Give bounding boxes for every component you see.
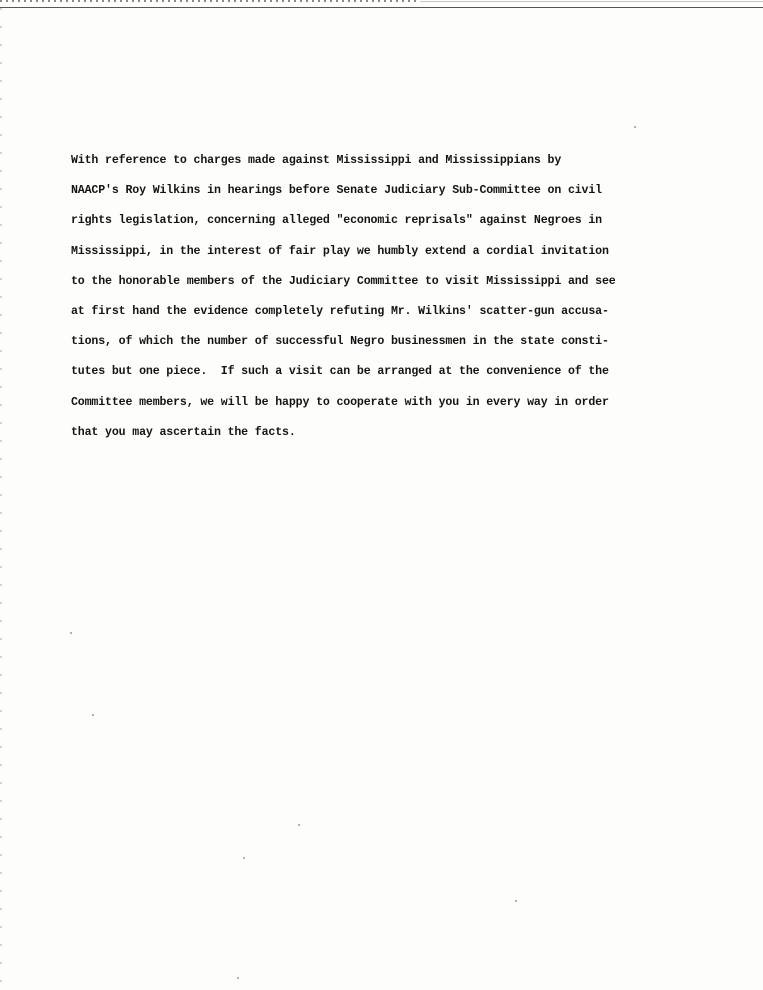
text-line: Committee members, we will be happy to cooperate with you in every way in order [71,395,609,409]
page-left-edge [0,8,2,990]
scan-speck [515,900,517,902]
page-top-edge [0,0,763,8]
scan-speck [634,126,636,128]
text-line: to the honorable members of the Judiciary Committee to visit Mississippi and see [71,274,616,288]
text-line: NAACP's Roy Wilkins in hearings before Senate Judiciary Sub-Committee on civil [71,184,602,198]
scan-speck [243,857,245,859]
scan-speck [92,714,94,716]
text-line: at first hand the evidence completely refuting Mr. Wilkins' scatter-gun accusa- [71,305,609,319]
scan-speck [70,632,72,634]
text-line: that you may ascertain the facts. [71,425,296,439]
text-line: rights legislation, concerning alleged "economic reprisals" against Negroes in [71,214,602,228]
typed-paragraph [71,146,691,448]
scan-speck [237,977,239,979]
text-line: tions, of which the number of successful Negro businessmen in the state consti- [71,335,609,349]
text-line: Mississippi, in the interest of fair play we humbly extend a cordial invitation [71,244,609,258]
text-line: tutes but one piece. If such a visit can be arranged at the convenience of the [71,365,609,379]
scan-speck [298,824,300,826]
text-line: With reference to charges made against Mississippi and Mississippians by [71,154,562,167]
